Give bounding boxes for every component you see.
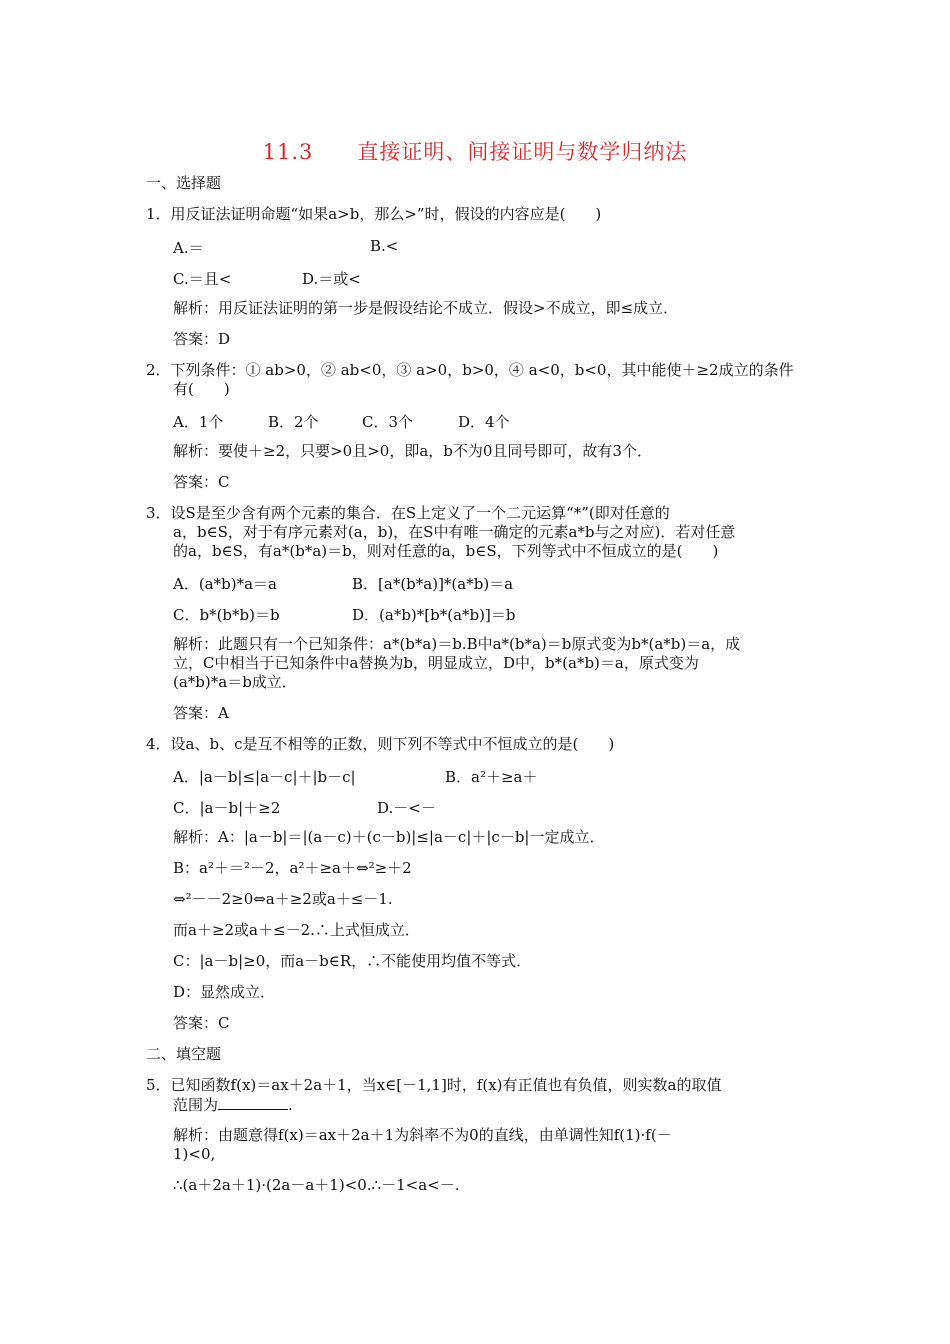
q2-option-b: B．2个 [268, 413, 319, 431]
q4-analysis-line3: ⇔²－－2≥0⇔a＋≥2或a＋≤－1. [173, 890, 393, 908]
q1-analysis: 解析：用反证法证明的第一步是假设结论不成立．假设>不成立，即≤成立． [173, 299, 679, 317]
q4-analysis-line2: B：a²＋＝²－2，a²＋≥a＋⇔²≥＋2 [173, 859, 412, 877]
q5-analysis-line3: ∴(a＋2a＋1)·(2a－a＋1)<0.∴－1<a<－. [173, 1176, 460, 1194]
q4-option-a: A．|a－b|≤|a－c|＋|b－c| [173, 768, 356, 786]
q2-option-d: D．4个 [458, 413, 510, 431]
q4-option-d: D.－<－ [377, 799, 436, 817]
q3-option-b: B．[a*(b*a)]*(a*b)＝a [352, 575, 514, 593]
q1-option-d: D.＝或< [302, 270, 361, 288]
question-2-stem-line2: 有( ) [173, 380, 230, 398]
question-2-stem-line1: 2．下列条件：① ab>0，② ab<0，③ a>0，b>0，④ a<0，b<0，其中能使＋≥2成立的条件 [146, 361, 794, 379]
section-heading-choice: 一、选择题 [146, 174, 222, 192]
q2-answer: 答案：C [173, 473, 230, 491]
q2-analysis: 解析：要使＋≥2，只要>0且>0，即a，b不为0且同号即可，故有3个． [173, 442, 652, 460]
answer-blank[interactable] [218, 1095, 288, 1110]
q1-option-c: C.＝且< [173, 270, 232, 288]
q2-option-c: C．3个 [362, 413, 414, 431]
question-3-stem-line2: a，b∈S，对于有序元素对(a，b)，在S中有唯一确定的元素a*b与之对应)．若对任意 [173, 523, 736, 541]
q3-analysis-line2: 立，C中相当于已知条件中a替换为b，明显成立，D中，b*(a*b)＝a，原式变为 [173, 654, 699, 672]
q1-option-a: A.＝ [173, 239, 204, 257]
q4-option-c: C．|a－b|＋≥2 [173, 799, 281, 817]
q5-analysis-line1: 解析：由题意得f(x)＝ax＋2a＋1为斜率不为0的直线，由单调性知f(1)·f(－ [173, 1126, 672, 1144]
q3-answer: 答案：A [173, 704, 229, 722]
question-5-stem-line1: 5．已知函数f(x)＝ax＋2a＋1，当x∈[－1,1]时，f(x)有正值也有负值，则实数a的取值 [146, 1076, 722, 1094]
question-3-stem-line1: 3．设S是至少含有两个元素的集合．在S上定义了一个二元运算“*”(即对任意的 [146, 504, 670, 522]
q4-analysis-line4: 而a＋≥2或a＋≤－2.∴上式恒成立． [173, 921, 420, 939]
q5-stem-text: 范围为 [173, 1096, 219, 1114]
q3-option-a: A．(a*b)*a＝a [173, 575, 277, 593]
question-5-stem-line2 [173, 1095, 293, 1114]
question-4-stem: 4．设a、b、c是互不相等的正数，则下列不等式中不恒成立的是( ) [146, 735, 615, 753]
q4-analysis-line6: D：显然成立． [173, 983, 276, 1001]
q3-analysis-line3: (a*b)*a＝b成立． [173, 673, 297, 691]
q4-option-b: B．a²＋≥a＋ [445, 768, 538, 786]
q5-stem-end: . [288, 1096, 293, 1114]
q3-option-c: C．b*(b*b)＝b [173, 606, 280, 624]
question-3-stem-line3: 的a，b∈S，有a*(b*a)＝b，则对任意的a，b∈S，下列等式中不恒成立的是( ) [173, 542, 719, 560]
section-heading-fill: 二、填空题 [146, 1045, 222, 1063]
q4-analysis-line5: C：|a－b|≥0，而a－b∈R，∴不能使用均值不等式． [173, 952, 532, 970]
q4-analysis-line1: 解析：A：|a－b|＝|(a－c)＋(c－b)|≤|a－c|＋|c－b|一定成立． [173, 828, 605, 846]
q1-answer: 答案：D [173, 330, 231, 348]
question-1-stem: 1．用反证法证明命题“如果a>b，那么>”时，假设的内容应是( ) [146, 205, 602, 223]
q3-analysis-line1: 解析：此题只有一个已知条件：a*(b*a)＝b.B中a*(b*a)＝b原式变为b*(a*b)＝a，成 [173, 635, 741, 653]
page-title: 11.3 直接证明、间接证明与数学归纳法 [262, 140, 688, 164]
q4-answer: 答案：C [173, 1014, 230, 1032]
q2-option-a: A．1个 [173, 413, 224, 431]
q1-option-b: B.< [370, 237, 399, 255]
q3-option-d: D．(a*b)*[b*(a*b)]＝b [352, 606, 516, 624]
q5-analysis-line2: 1)<0, [173, 1145, 216, 1163]
